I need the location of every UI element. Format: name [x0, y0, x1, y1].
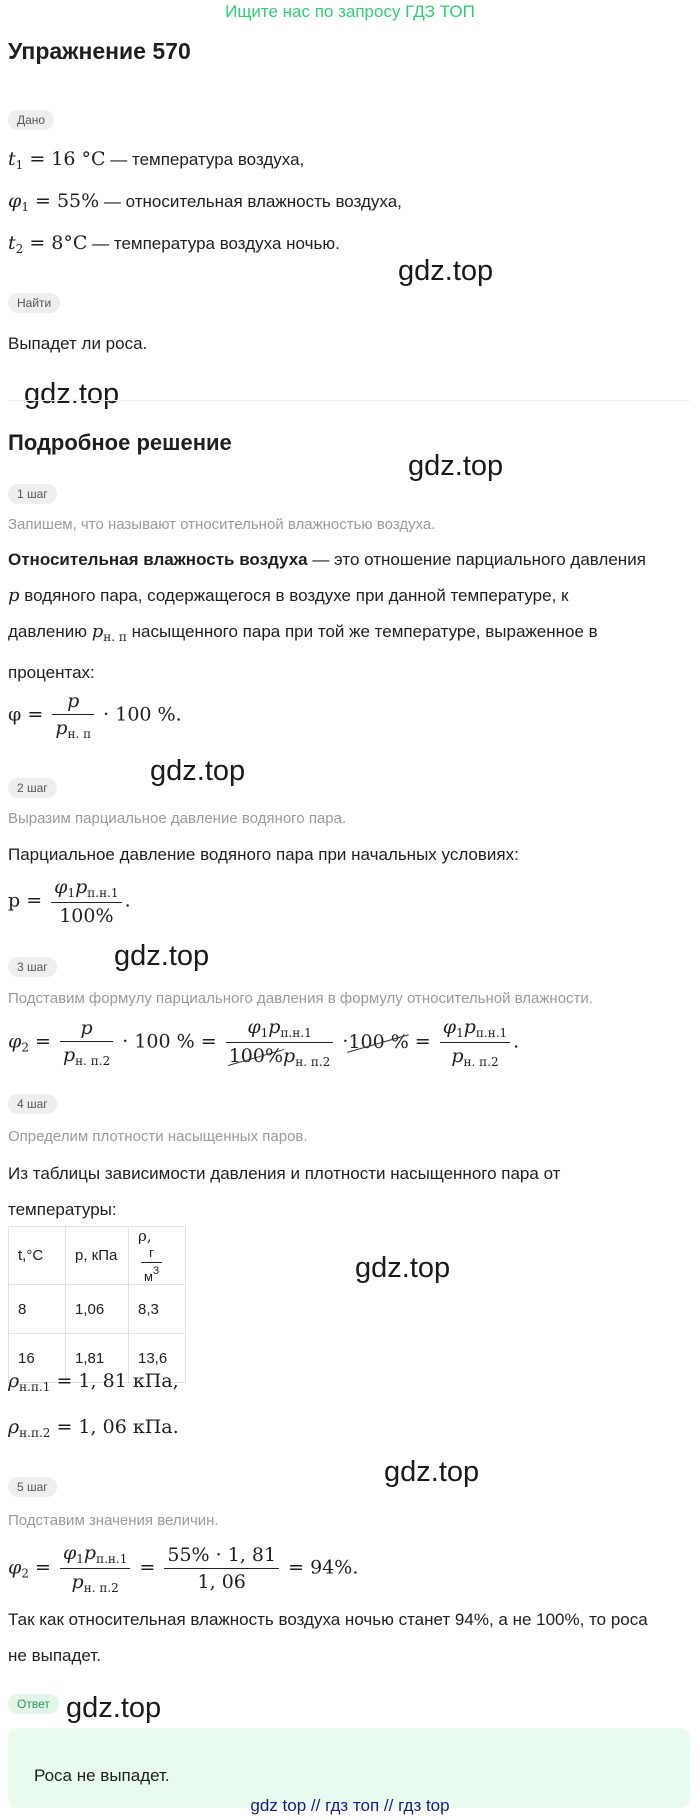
given-tag-label: Дано: [8, 110, 54, 130]
step1-note: Запишем, что называют относительной влажностью воздуха.: [8, 516, 436, 533]
step1-tag: [8, 484, 57, 504]
table-cell: 1,06: [66, 1285, 129, 1334]
page-title: Упражнение 570: [8, 38, 191, 64]
step2-tag-label: 2 шаг: [8, 778, 57, 798]
table-header-row: [9, 1227, 186, 1285]
find-text: Выпадет ли роса.: [8, 334, 148, 353]
step2-tag: [8, 778, 57, 798]
step4-text-line2: температуры:: [8, 1200, 117, 1219]
step4-text-line1: Из таблицы зависимости давления и плотности насыщенного пара от: [8, 1164, 561, 1183]
promo-banner[interactable]: Ищите нас по запросу ГДЗ ТОП: [225, 2, 475, 21]
table-header-cell: p, кПа: [66, 1227, 129, 1285]
given-line-3-text: — температура воздуха ночью.: [87, 234, 340, 253]
step3-tag: [8, 957, 57, 977]
step1-def-line2: p водяного пара, содержащегося в воздухе при данной температуре, к: [8, 585, 569, 606]
step3-note: Подставим формулу парциального давления в формулу относительной влажности.: [8, 990, 593, 1007]
step5-note: Подставим значения величин.: [8, 1512, 219, 1529]
table-cell: 1,81: [66, 1334, 129, 1383]
given-line-1-math: $t_1 = 16$ °C: [8, 148, 106, 172]
table-header-cell: ρ, $\frac{г}{м^3}$: [129, 1227, 186, 1285]
density-table: [8, 1226, 186, 1383]
step5-conclusion-line1: Так как относительная влажность воздуха ночью станет 94%, а не 100%, то роса: [8, 1610, 648, 1629]
watermark-5: gdz.top: [114, 940, 210, 972]
step1-def-line4: процентах:: [8, 663, 95, 682]
step5-conclusion-line2: не выпадет.: [8, 1646, 101, 1665]
table-cell: 8: [9, 1285, 66, 1334]
watermark-3: gdz.top: [408, 450, 504, 482]
step3-tag-label: 3 шаг: [8, 957, 57, 977]
given-line-3: [8, 232, 340, 256]
step1-tag-label: 1 шаг: [8, 484, 57, 504]
given-line-2: [8, 190, 402, 214]
find-tag: [8, 293, 60, 313]
given-line-3-math: $t_2 = 8^\circ C$: [8, 232, 88, 256]
step1-def-line1: Относительная влажность воздуха — это отношение парциального давления: [8, 550, 646, 569]
step4-result-1: $\rho_{н.п.1} = 1$, 81 кПа,: [8, 1370, 179, 1394]
watermark-4: gdz.top: [150, 755, 246, 787]
step4-tag-label: 4 шаг: [8, 1094, 57, 1114]
step5-tag-label: 5 шаг: [8, 1477, 57, 1497]
watermark-6: gdz.top: [355, 1252, 451, 1284]
answer-tag: [8, 1694, 59, 1714]
table-header-cell: t,°C: [9, 1227, 66, 1285]
table-cell: 16: [9, 1334, 66, 1383]
table-cell: 8,3: [129, 1285, 186, 1334]
step4-note: Определим плотности насыщенных паров.: [8, 1128, 308, 1145]
given-line-1-text: — температура воздуха,: [105, 150, 305, 169]
step2-note: Выразим парциальное давление водяного пара.: [8, 810, 347, 827]
answer-text: Роса не выпадет.: [34, 1766, 170, 1785]
section-divider: [8, 400, 690, 401]
answer-tag-label: Ответ: [8, 1694, 59, 1714]
table-row: [9, 1285, 186, 1334]
step1-formula: φ = $\frac{p}{p_{н. п}}$ · 100 %.: [8, 690, 182, 741]
find-tag-label: Найти: [8, 293, 60, 313]
step4-tag: [8, 1094, 57, 1114]
watermark-1: gdz.top: [398, 255, 494, 287]
step2-formula: p = $\frac{\varphi_1p_{п.н.1}}{100\%}$ .: [8, 876, 131, 927]
step1-def-line3: давлению $p_{н. п}$ насыщенного пара при той же температуре, выраженное в: [8, 621, 598, 644]
step4-result-2: $\rho_{н.п.2} = 1$, 06 кПа.: [8, 1416, 179, 1440]
step2-text: Парциальное давление водяного пара при начальных условиях:: [8, 845, 519, 864]
step5-tag: [8, 1477, 57, 1497]
step3-formula: $\varphi_2$ = $\frac{p}{p_{н. п.2}}$ · 100 % = $\frac{\varphi_1p_{п.н.1}}{100\%p_{н. п.2}}$ ·100 % = $\frac{\varphi_1p_{п.н.1}}{p_{н. п.2}}$ .: [8, 1016, 520, 1069]
given-line-2-text: — относительная влажность воздуха,: [99, 192, 402, 211]
table-cell: 13,6: [129, 1334, 186, 1383]
footer-links[interactable]: gdz top // гдз топ // гдз top: [250, 1796, 450, 1815]
given-line-2-math: $\varphi_1 = 55\%$: [8, 190, 100, 214]
watermark-8: gdz.top: [66, 1692, 162, 1724]
solution-title: Подробное решение: [8, 430, 232, 455]
watermark-2: gdz.top: [24, 378, 120, 410]
step5-formula: $\varphi_2$ = $\frac{\varphi_1p_{п.н.1}}{p_{н. п.2}}$ = $\frac{55\% \cdot 1, 81}{1, 06}$ = 94%.: [8, 1542, 359, 1595]
watermark-7: gdz.top: [384, 1456, 480, 1488]
step1-definition: [8, 548, 688, 685]
given-tag: [8, 110, 54, 130]
given-line-1: [8, 148, 304, 172]
